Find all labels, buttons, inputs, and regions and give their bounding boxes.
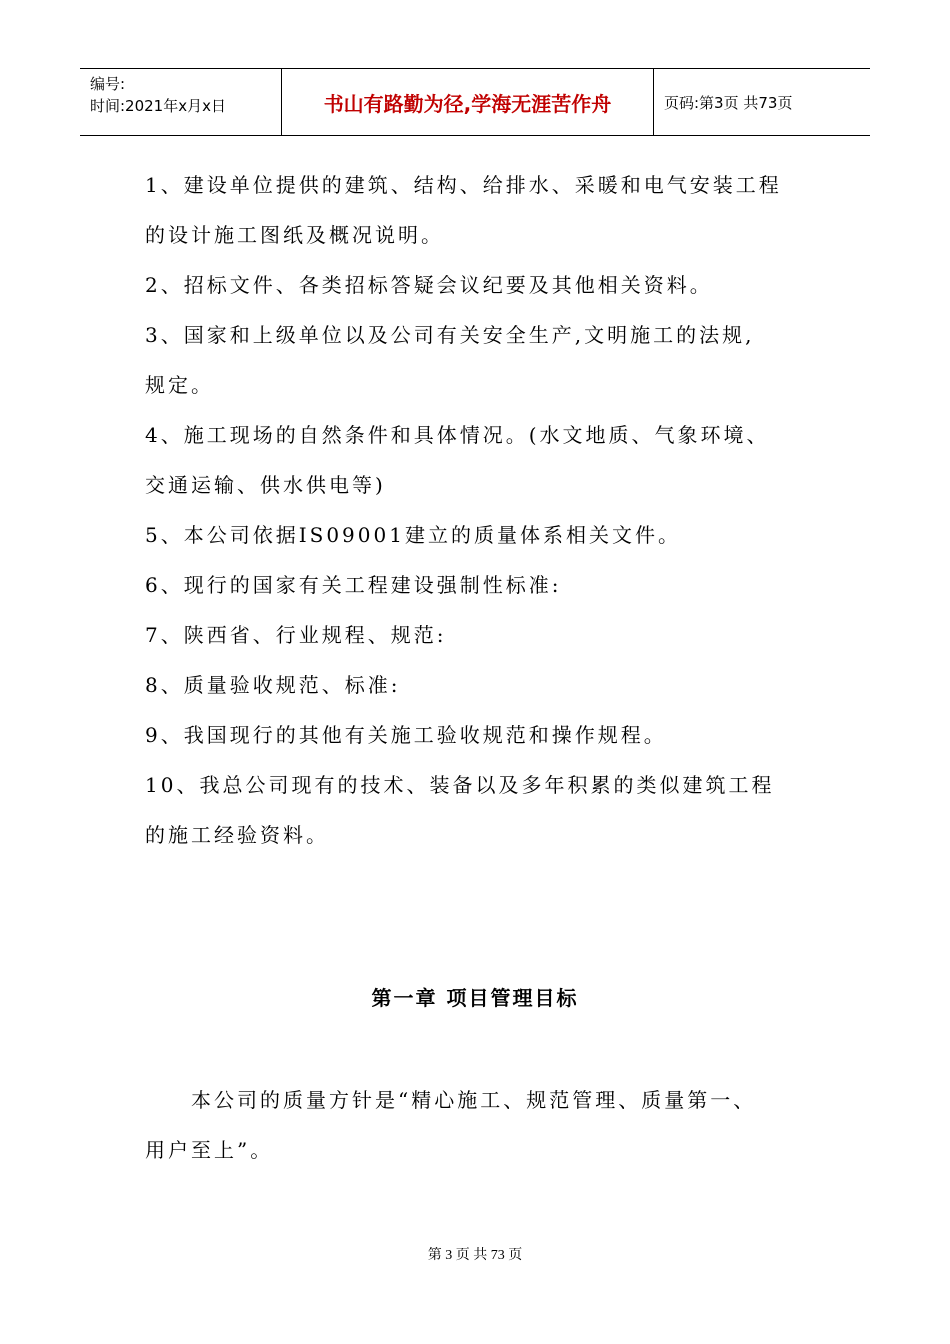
list-line: 交通运输、供水供电等) <box>145 473 386 497</box>
policy-line: 用户至上”。 <box>145 1138 274 1162</box>
list-line: 7、陕西省、行业规程、规范: <box>145 623 447 647</box>
list-line: 的设计施工图纸及概况说明。 <box>145 223 444 247</box>
header-table <box>80 68 870 136</box>
document-number-label: 编号: <box>90 75 126 93</box>
list-line: 2、招标文件、各类招标答疑会议纪要及其他相关资料。 <box>145 273 713 297</box>
list-line: 1、建设单位提供的建筑、结构、给排水、采暖和电气安装工程 <box>145 173 782 197</box>
header-motto-cell <box>282 69 654 135</box>
page-footer: 第 3 页 共 73 页 <box>427 1248 523 1263</box>
list-line: 3、国家和上级单位以及公司有关安全生产,文明施工的法规, <box>145 323 755 347</box>
header-page-label: 页码:第3页 共73页 <box>664 93 793 112</box>
header-meta-cell <box>80 69 282 135</box>
list-line: 9、我国现行的其他有关施工验收规范和操作规程。 <box>145 723 667 747</box>
list-line: 的施工经验资料。 <box>145 823 329 847</box>
quality-policy-paragraph <box>145 1075 815 1175</box>
list-line: 10、我总公司现有的技术、装备以及多年积累的类似建筑工程 <box>145 773 775 797</box>
basis-list <box>145 160 815 860</box>
policy-line: 本公司的质量方针是“精心施工、规范管理、质量第一、 <box>191 1088 757 1112</box>
chapter-title: 第一章 项目管理目标 <box>371 986 579 1010</box>
list-line: 6、现行的国家有关工程建设强制性标准: <box>145 573 562 597</box>
list-line: 8、质量验收规范、标准: <box>145 673 401 697</box>
list-line: 5、本公司依据IS09001建立的质量体系相关文件。 <box>145 523 681 547</box>
header-motto: 书山有路勤为径,学海无涯苦作舟 <box>323 91 612 116</box>
document-time-label: 时间:2021年x月x日 <box>90 97 226 115</box>
list-line: 规定。 <box>145 373 214 397</box>
list-line: 4、施工现场的自然条件和具体情况。(水文地质、气象环境、 <box>145 423 770 447</box>
header-page-cell <box>654 69 870 135</box>
